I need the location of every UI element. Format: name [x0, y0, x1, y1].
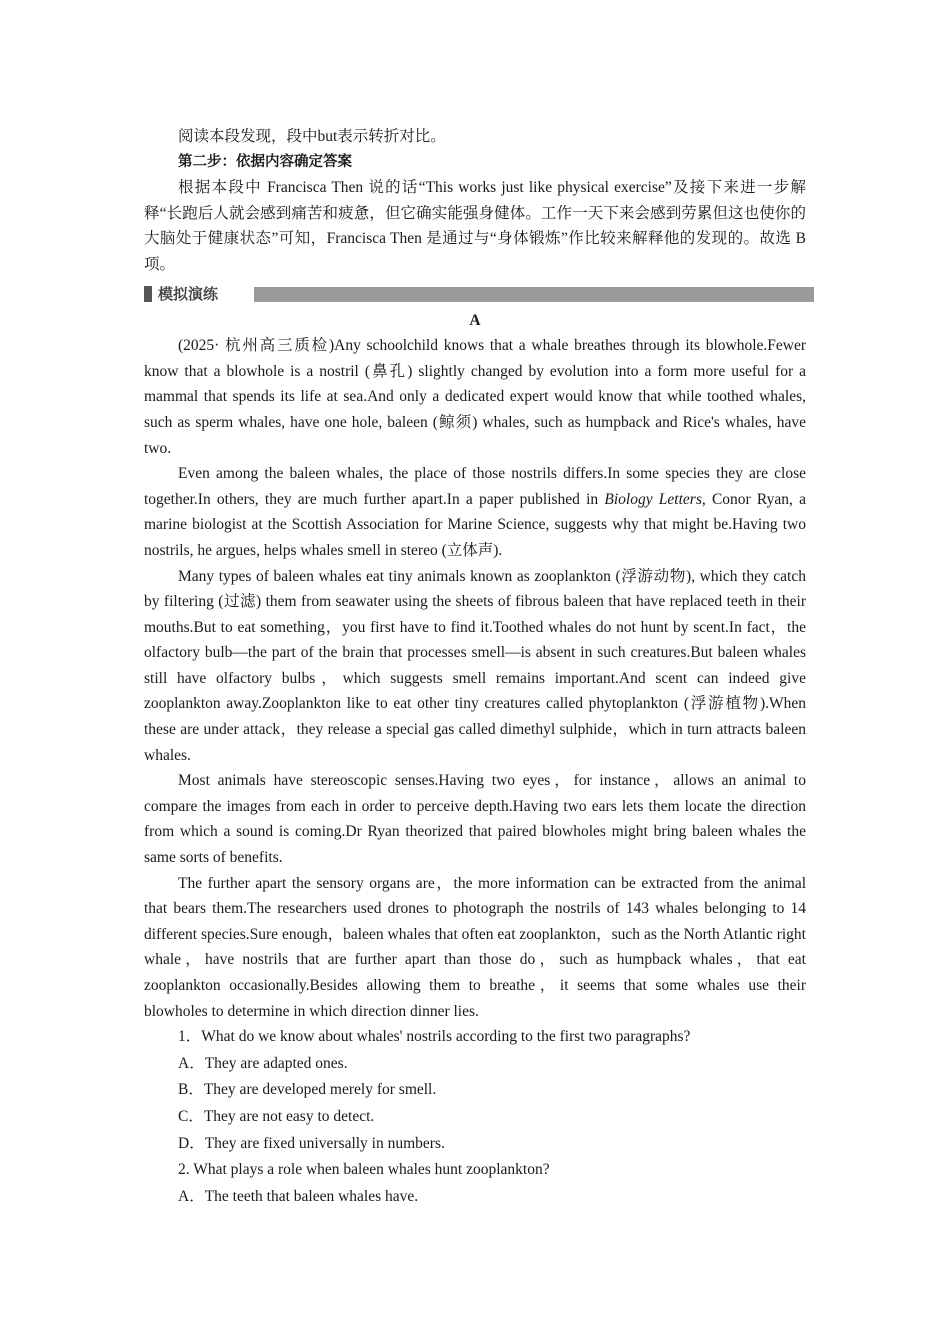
section-header	[144, 284, 806, 304]
option: A．The teeth that baleen whales have.	[178, 1187, 419, 1205]
option: B．They are developed merely for smell.	[178, 1081, 437, 1099]
p2-text-before: Even among the baleen whales, the place of those nostrils differs.In some species they are close together.In others, they are much further apart.In a paper published in	[144, 465, 806, 508]
passage-label: A	[469, 311, 481, 329]
analysis-line: 阅读本段发现，段中but表示转折对比。	[178, 128, 446, 145]
question-1	[144, 1024, 806, 1157]
journal-title: Biology Letters	[604, 490, 702, 508]
section-title: 模拟演练	[158, 284, 219, 303]
step-heading: 第二步：依据内容确定答案	[178, 153, 352, 170]
passage-paragraph-3: Many types of baleen whales eat tiny animals known as zooplankton (浮游动物), which they catch by filtering (过滤) them from seawater using the sheets of fibrous baleen that have replaced teeth in their mouths.But to eat something，you first have to find it.Toothed whales do not hunt by scent.In fact，the olfactory bulb—the part of the brain that processes smell—is absent in such creatures.But baleen whales still have olfactory bulbs，which suggests smell remains important.And scent can indeed give zooplankton away.Zooplankton like to eat other tiny creatures called phytoplankton (浮游植物).When these are under attack，they release a special gas called dimethyl sulphide，which in turn attracts baleen whales.	[144, 567, 806, 764]
passage-paragraph-2	[144, 461, 806, 563]
option: A．They are adapted ones.	[178, 1054, 348, 1072]
passage-paragraph-4: Most animals have stereoscopic senses.Having two eyes，for instance，allows an animal to compare the images from each in order to perceive depth.Having two ears lets them locate the direction from which a sound is coming.Dr Ryan theorized that paired blowholes might bring baleen whales the same sorts of benefits.	[144, 772, 806, 867]
option: C．They are not easy to detect.	[178, 1107, 375, 1125]
question-stem: 1．What do we know about whales' nostrils according to the first two paragraphs?	[178, 1028, 691, 1046]
option: D．They are fixed universally in numbers.	[178, 1134, 445, 1152]
question-2	[144, 1157, 806, 1210]
question-stem: 2. What plays a role when baleen whales hunt zooplankton?	[178, 1161, 550, 1179]
analysis-paragraph: 根据本段中 Francisca Then 说的话“This works just like physical exercise”及接下来进一步解释“长跑后人就会感到痛苦和疲惫，但它确实能强身健体。工作一天下来会感到劳累但这也使你的大脑处于健康状态”可知，Francisca Then 是通过与“身体锻炼”作比较来解释他的发现的。故选 B 项。	[144, 179, 806, 273]
passage-paragraph-5: The further apart the sensory organs are，the more information can be extracted from the animal that bears them.The researchers used drones to photograph the nostrils of 143 whales belonging to 14 different species.Sure enough，baleen whales that often eat zooplankton，such as the North Atlantic right whale，have nostrils that are further apart than those do，such as humpback whales，that eat zooplankton occasionally.Besides allowing them to breathe，it seems that some whales use their blowholes to determine in which direction dinner lies.	[144, 874, 806, 1020]
section-marker	[144, 286, 152, 302]
section-rule	[254, 287, 814, 302]
document-page	[144, 124, 806, 1210]
passage-paragraph-1: (2025· 杭州高三质检)Any schoolchild knows that a whale breathes through its blowhole.Fewer know that a blowhole is a nostril (鼻孔) slightly changed by evolution into a form more useful for a mammal that spends its life at sea.And only a dedicated expert would know that while toothed whales, such as sperm whales, have one hole, baleen (鲸须) whales, such as humpback and Rice's whales, have two.	[144, 337, 806, 457]
p2-text-after: , Conor Ryan, a marine biologist at the Scottish Association for Marine Science, suggests why that might be.Having two nostrils, he argues, helps whales smell in stereo (立体声).	[144, 490, 806, 559]
